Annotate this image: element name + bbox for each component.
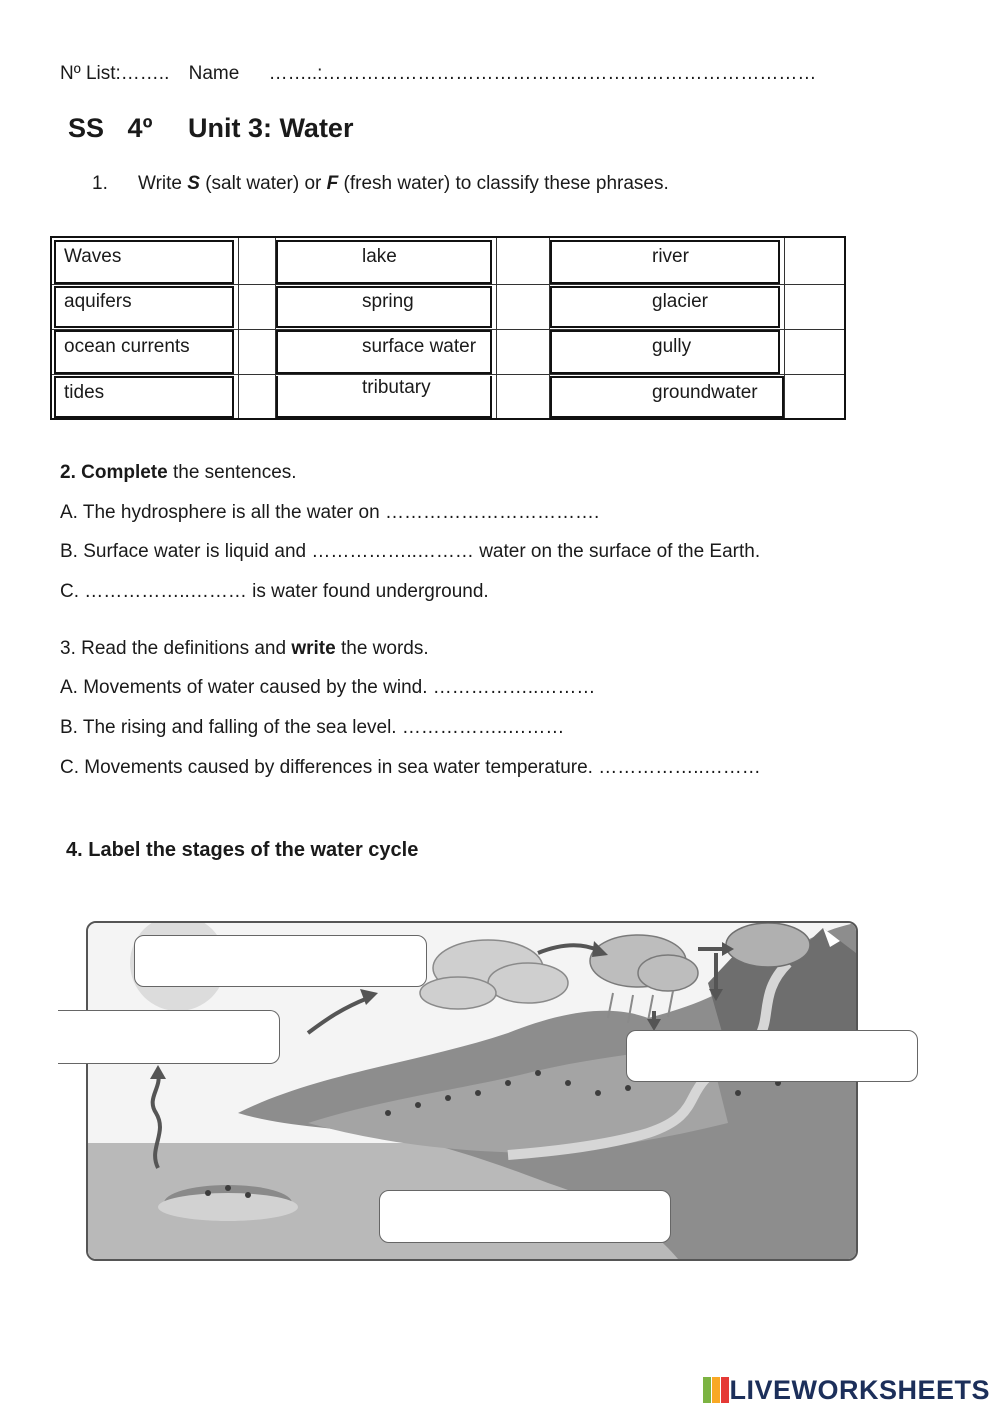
term-text: surface water — [362, 336, 477, 357]
answer-input-river[interactable] — [786, 242, 846, 284]
q2-heading — [60, 462, 297, 484]
q3-heading — [60, 638, 429, 660]
q1-number: 1. — [92, 173, 108, 194]
answer-input-gully[interactable] — [786, 333, 846, 373]
label-box-bottom[interactable] — [379, 1190, 671, 1243]
q1-instruction — [92, 173, 669, 195]
row-divider — [52, 329, 844, 330]
term-cell — [550, 330, 780, 374]
answer-input-aquifers[interactable] — [240, 288, 278, 328]
q1-text-after: (fresh water) to classify these phrases. — [338, 173, 669, 194]
term-cell — [276, 330, 492, 374]
row-divider — [52, 284, 844, 285]
header-line — [60, 63, 822, 85]
term-cell — [276, 286, 492, 328]
term-text: lake — [362, 246, 397, 267]
label-box-evaporation[interactable] — [134, 935, 427, 987]
q3-heading-end: the words. — [335, 638, 429, 659]
answer-input-groundwater[interactable] — [786, 378, 846, 418]
title-unit: Unit 3: Water — [187, 113, 354, 143]
q2-sentence-a: A. The hydrosphere is all the water on ……………………………. — [60, 502, 600, 523]
term-text: spring — [362, 291, 414, 312]
term-text: gully — [652, 336, 692, 357]
q1-text-mid: (salt water) or — [199, 173, 327, 194]
q3-heading-bold: write — [291, 638, 336, 659]
title-subject: SS — [68, 113, 105, 143]
label-box-left[interactable] — [58, 1010, 280, 1064]
answer-input-spring[interactable] — [498, 288, 552, 328]
term-text: river — [652, 246, 689, 267]
answer-input-surface-water[interactable] — [498, 333, 552, 373]
term-cell — [276, 376, 492, 418]
q2-heading-bold: 2. Complete — [60, 462, 168, 483]
term-text: groundwater — [652, 382, 758, 403]
term-cell — [54, 330, 234, 374]
term-text: glacier — [652, 291, 708, 312]
term-cell — [276, 240, 492, 284]
brand-name: LIVEWORKSHEETS — [729, 1374, 990, 1405]
term-cell — [550, 286, 780, 328]
q4-heading: 4. Label the stages of the water cycle — [66, 839, 419, 861]
liveworksheets-logo — [703, 1373, 990, 1407]
answer-input-glacier[interactable] — [786, 288, 846, 328]
q3-heading-start: 3. Read the definitions and — [60, 638, 292, 659]
row-divider — [52, 374, 844, 375]
term-cell — [54, 286, 234, 328]
snow-cloud-icon — [726, 923, 810, 967]
q3-definition-b: B. The rising and falling of the sea level. ……………..……… — [60, 717, 565, 738]
term-text: Waves — [64, 246, 122, 267]
term-cell — [54, 240, 234, 284]
q3-definition-a: A. Movements of water caused by the wind. ……………..……… — [60, 677, 596, 698]
answer-input-waves[interactable] — [240, 242, 278, 284]
q2-sentence-c: C. ……………..……… is water found underground. — [60, 581, 489, 602]
q2-sentence-b: B. Surface water is liquid and ……………..……… water on the surface of the Earth. — [60, 541, 761, 562]
term-cell — [550, 376, 784, 418]
page-title — [68, 113, 369, 144]
q3-definition-c: C. Movements caused by differences in sea water temperature. ……………..……… — [60, 757, 761, 778]
title-grade: 4º — [127, 113, 153, 143]
q1-f-letter: F — [326, 173, 339, 194]
label-box-right[interactable] — [626, 1030, 918, 1082]
term-text: tides — [64, 382, 105, 403]
q1-text-before: Write — [138, 173, 188, 194]
term-cell — [550, 240, 780, 284]
q2-heading-rest: the sentences. — [167, 462, 297, 483]
answer-input-ocean-currents[interactable] — [240, 333, 278, 373]
term-cell — [54, 376, 234, 418]
name-dots: ……..:…………………………………………………………………… — [268, 63, 817, 84]
term-text: ocean currents — [64, 336, 190, 357]
list-label: Nº List:…….. — [60, 63, 170, 84]
term-text: tributary — [362, 377, 431, 398]
liveworksheets-logo-icon — [703, 1377, 729, 1403]
answer-input-tides[interactable] — [240, 378, 278, 418]
answer-input-lake[interactable] — [498, 242, 552, 284]
classify-table — [50, 236, 846, 420]
term-text: aquifers — [64, 291, 132, 312]
q1-s-letter: S — [187, 173, 200, 194]
name-label: Name — [188, 63, 240, 84]
answer-input-tributary[interactable] — [498, 378, 552, 418]
